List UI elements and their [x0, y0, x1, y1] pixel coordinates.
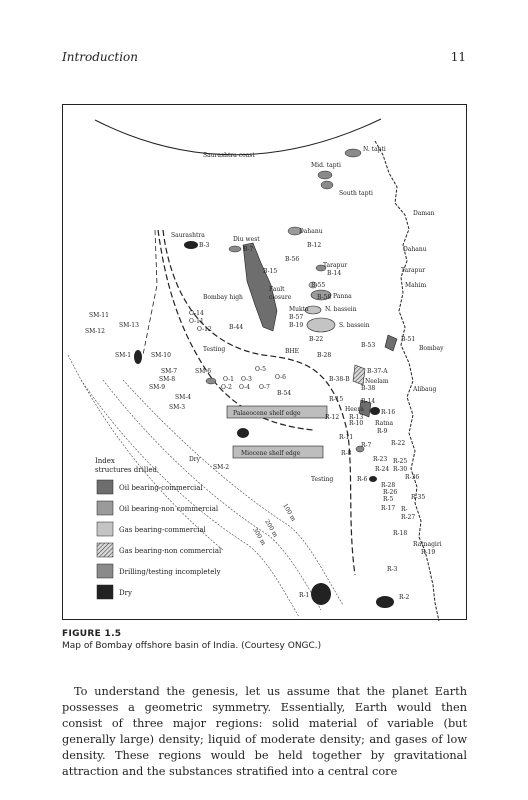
label-neelam: Neelam [365, 378, 389, 385]
label-b15: B-15 [263, 268, 278, 275]
figure-map [62, 104, 467, 620]
b51-structure [385, 335, 397, 351]
label-b57: B-57 [289, 314, 304, 321]
label-sm11: SM-11 [89, 312, 109, 319]
legend-label-6: Dry [119, 589, 132, 597]
label-b12: B-12 [307, 242, 322, 249]
bombay-offshore-map [63, 105, 468, 621]
label-r24: R-24 [375, 466, 390, 473]
label-o2: O-2 [221, 384, 232, 391]
label-b7: B-7 [243, 246, 254, 253]
label-r5: R-5 [383, 496, 394, 503]
label-r30: R-30 [393, 466, 408, 473]
dry-structure [237, 428, 249, 438]
label-dahanu-field: Dahanu [299, 228, 323, 235]
legend-label-5: Drilling/testing incompletely [119, 568, 221, 576]
o-field-structure [206, 378, 216, 384]
label-ratna: Ratna [375, 420, 394, 427]
label-r15: R-15 [329, 396, 344, 403]
label-b44: B-44 [229, 324, 244, 331]
label-saurashtra-coast: Saurashtra coast [203, 152, 255, 159]
legend-swatch-oil-commercial [97, 480, 113, 494]
label-b58: B-58 [317, 294, 332, 301]
label-r25: R-25 [393, 458, 408, 465]
label-o4: O-4 [239, 384, 250, 391]
label-s-bassein: S. bassein [339, 322, 370, 329]
label-r7: R-7 [361, 442, 372, 449]
b37a-structure [353, 365, 365, 385]
label-r12: R-12 [325, 414, 340, 421]
running-header-section: Introduction [62, 50, 138, 64]
label-daman: Daman [413, 210, 435, 217]
mid-tapti-structure [318, 171, 332, 179]
label-bombay: Bombay [419, 345, 444, 352]
label-n-bassein: N. bassein [325, 306, 357, 313]
label-r36: R-36 [405, 474, 420, 481]
legend-label-4: Gas bearing-non commercial [119, 547, 222, 555]
label-closure: closure [269, 294, 292, 301]
sm1-structure [134, 350, 142, 364]
label-r19: R-19 [421, 549, 436, 556]
r16-structure [370, 407, 380, 415]
label-mahim: Mahim [405, 282, 427, 289]
label-r28: R-28 [381, 482, 396, 489]
label-b54: B-54 [277, 390, 292, 397]
label-r3: R-3 [387, 566, 398, 573]
label-r14: R-14 [361, 398, 376, 405]
label-o7: O-7 [259, 384, 270, 391]
page-number: 11 [450, 50, 466, 64]
label-o1: O-1 [223, 376, 234, 383]
label-b38b: B-38-B [329, 376, 350, 383]
label-testing2: Testing [311, 476, 334, 483]
label-b14: B-14 [327, 270, 342, 277]
b3-structure [184, 241, 198, 249]
label-o3: O-3 [241, 376, 252, 383]
label-r18: R-18 [393, 530, 408, 537]
label-sm4: SM-4 [175, 394, 192, 401]
label-r26: R-26 [383, 489, 398, 496]
label-sm6: SM-6 [195, 368, 212, 375]
label-r6: R-6 [357, 476, 368, 483]
label-testing: Testing [203, 346, 226, 353]
legend-swatch-dry [97, 585, 113, 599]
label-tarapur: Tarapur [323, 262, 348, 269]
western-shelf-line [143, 230, 157, 355]
label-tarapur-coast: Tarapur [401, 267, 426, 274]
bathymetry-extra [68, 355, 223, 550]
label-r1: R-1 [299, 592, 310, 599]
label-o14: O-14 [189, 310, 204, 317]
label-r10: R-10 [349, 420, 364, 427]
s-bassein-structure [307, 318, 335, 332]
legend-swatch-gas-noncommercial [97, 543, 113, 557]
label-dahanu-coast: Dahanu [403, 246, 427, 253]
legend-swatch-oil-noncommercial [97, 501, 113, 515]
body-paragraph: To understand the genesis, let us assume that the planet Earth possesses a geometric symmetry. Essentially, Earth would then consist of three major regions: solid material of variable (but generally large) density; liquid of moderate density; and gases of low density. These regions would be held together by gravitational attraction and the substances stratified into a central core [62, 685, 467, 778]
label-b28: B-28 [317, 352, 332, 359]
label-b19: B-19 [289, 322, 304, 329]
label-b53: B-53 [361, 342, 376, 349]
label-sm1: SM-1 [115, 352, 132, 359]
label-r20: R- [401, 506, 408, 513]
label-ratnagiri: Ratnagiri [413, 541, 442, 548]
label-sm12: SM-12 [85, 328, 105, 335]
label-depth-100: 100 m [281, 502, 297, 523]
label-r16: R-16 [381, 409, 396, 416]
miocene-label: Miocene shelf edge [241, 450, 301, 457]
r1-structure [311, 583, 331, 605]
label-r9: R-9 [377, 428, 388, 435]
label-bombay-high: Bombay high [203, 294, 243, 301]
label-b22: B-22 [309, 336, 324, 343]
label-b51: B-51 [401, 336, 416, 343]
palaeocene-label: Palaeocene shelf edge [233, 410, 301, 417]
label-r2: R-2 [399, 594, 410, 601]
label-r22: R-22 [391, 440, 406, 447]
legend-title-1: Index [95, 457, 115, 465]
label-sm3: SM-3 [169, 404, 186, 411]
label-depth-300: 300 m [251, 526, 267, 547]
label-mid-tapti: Mid. tapti [311, 162, 341, 169]
label-r13: R-13 [349, 414, 364, 421]
legend-label-1: Oil bearing-commercial [119, 484, 203, 492]
label-mukta: Mukta [289, 306, 309, 313]
n-tapti-structure [345, 149, 361, 157]
label-south-tapti: South tapti [339, 190, 373, 197]
legend-label-2: Oil bearing-non commercial [119, 505, 219, 513]
label-fault: Fault [269, 286, 285, 293]
label-r23: R-23 [373, 456, 388, 463]
label-alibaug: Alibaug [413, 386, 437, 393]
label-o6: O-6 [275, 374, 286, 381]
label-sm9: SM-9 [149, 384, 166, 391]
r6-structure [369, 476, 377, 482]
label-r17: R-17 [381, 505, 396, 512]
label-sm8: SM-8 [159, 376, 176, 383]
label-o12: O-12 [197, 326, 212, 333]
label-dry: Dry [189, 456, 201, 463]
figure-caption-text: Map of Bombay offshore basin of India. (Courtesy ONGC.) [62, 641, 322, 651]
label-b38: B-38 [361, 385, 376, 392]
label-sm7: SM-7 [161, 368, 178, 375]
b7-structure [229, 246, 241, 252]
label-b55: B-55 [311, 282, 326, 289]
label-b37a: B-37-A [367, 368, 388, 375]
label-bhe: BHE [285, 348, 300, 355]
label-sm2: SM-2 [213, 464, 230, 471]
label-depth-200: 200 m [263, 518, 279, 539]
label-sm13: SM-13 [119, 322, 139, 329]
label-sm10: SM-10 [151, 352, 171, 359]
map-legend [95, 457, 222, 599]
legend-swatch-drilling-incomplete [97, 564, 113, 578]
label-diu-west: Diu west [233, 236, 260, 243]
saurashtra-coastline [95, 119, 381, 155]
label-r11: R-11 [339, 434, 354, 441]
label-o5: O-5 [255, 366, 266, 373]
legend-label-3: Gas bearing-commercial [119, 526, 206, 534]
label-heera: Heera [345, 406, 364, 413]
label-b56: B-56 [285, 256, 300, 263]
label-panna: Panna [333, 293, 352, 300]
r2-structure [376, 596, 394, 608]
label-r27: R-27 [401, 514, 416, 521]
label-r8: R-8 [341, 450, 352, 457]
label-o11: O-11 [189, 318, 204, 325]
figure-caption-title: FIGURE 1.5 [62, 629, 122, 639]
label-r35: R-35 [411, 494, 426, 501]
label-b3: B-3 [199, 242, 210, 249]
label-saurashtra: Saurashtra [171, 232, 205, 239]
legend-swatch-gas-commercial [97, 522, 113, 536]
legend-title-2: structures drilled [95, 466, 157, 474]
label-n-tapti: N. tapti [363, 146, 386, 153]
south-tapti-structure [321, 181, 333, 189]
